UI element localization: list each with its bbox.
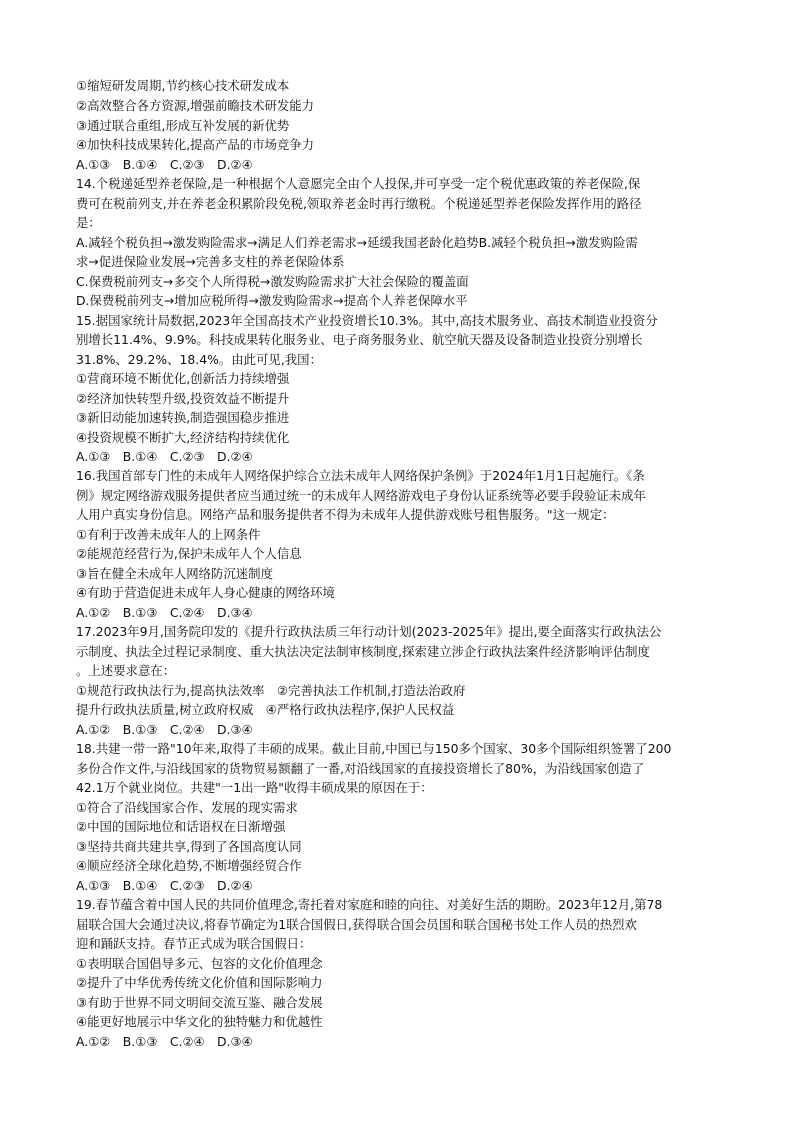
text-line: ②高效整合各方资源,增强前瞻技术研发能力 xyxy=(76,98,315,113)
text-line: 费可在税前列支,并在养老金积累阶段免税,领取养老金时再行缴税。个税递延型养老保险发挥作用的路径 xyxy=(76,196,642,211)
answer-options: A.①③ B.①④ C.②③ D.②④ xyxy=(76,878,253,893)
text-line: A.减轻个税负担→激发购险需求→满足人们养老需求→延缓我国老龄化趋势B.减轻个税负担→激发购险需 xyxy=(76,235,638,250)
text-line: ①表明联合国倡导多元、包容的文化价值理念 xyxy=(76,956,323,971)
answer-options: A.①③ B.①④ C.②③ D.②④ xyxy=(76,449,253,464)
text-line: 例》规定网络游戏服务提供者应当通过统一的未成年人网络游戏电子身份认证系统等必要手段验证未成年 xyxy=(76,488,646,503)
text-line: ④加快科技成果转化,提高产品的市场竞争力 xyxy=(76,137,315,152)
text-line: D.保费税前列支→增加应税所得→激发购险需求→提高个人养老保障水平 xyxy=(76,293,468,308)
text-line: 迎和踊跃支持。春节正式成为联合国假日： xyxy=(76,936,312,951)
text-line: ①规范行政执法行为,提高执法效率 ②完善执法工作机制,打造法治政府 xyxy=(76,683,466,698)
text-line: 42.1万个就业岗位。共建"一1出一路"收得丰硕成果的原因在于： xyxy=(76,780,433,795)
question-15: 15.据国家统计局数据,2023年全国高技术产业投资增长10.3%。其中,高技术服务业、高技术制造业投资分 xyxy=(76,313,658,328)
text-line: ④能更好地展示中华文化的独特魅力和优越性 xyxy=(76,1014,323,1029)
text-line: ③有助于世界不同文明间交流互鉴、融合发展 xyxy=(76,995,323,1010)
answer-options: A.①③ B.①④ C.②③ D.②④ xyxy=(76,157,253,172)
text-line: 人用户真实身份信息。网络产品和服务提供者不得为未成年人提供游戏账号租售服务。"这一规定： xyxy=(76,507,615,522)
text-line: 。上述要求意在： xyxy=(76,663,176,678)
text-line: ③旨在健全未成年人网络防沉迷制度 xyxy=(76,566,273,581)
text-line: ②中国的国际地位和话语权在日渐增强 xyxy=(76,819,286,834)
text-line: 求→促进保险业发展→完善多支柱的养老保险体系 xyxy=(76,254,345,269)
text-line: C.保费税前列支→多交个人所得税→激发购险需求扩大社会保险的覆盖面 xyxy=(76,274,469,289)
text-line: 提升行政执法质量,树立政府权威 ④严格行政执法程序,保护人民权益 xyxy=(76,702,455,717)
text-line: 多份合作文件,与沿线国家的货物贸易额翻了一番,对沿线国家的直接投资增长了80%，为沿线国家创造了 xyxy=(76,761,645,776)
text-line: ①营商环境不断优化,创新活力持续增强 xyxy=(76,371,290,386)
question-19: 19.春节蕴含着中国人民的共同价值理念,寄托着对家庭和睦的向往、对美好生活的期盼。2023年12月,第78 xyxy=(76,897,663,912)
text-line: ④有助于营造促进未成年人身心健康的网络环境 xyxy=(76,585,335,600)
question-17: 17.2023年9月,国务院印发的《提升行政执法质三年行动计划(2023-2025年》提出,要全面落实行政执法公 xyxy=(76,624,662,639)
text-line: 31.8%、29.2%、18.4%。由此可见,我国： xyxy=(76,352,322,367)
text-line: 别增长11.4%、9.9%。科技成果转化服务业、电子商务服务业、航空航天器及设备制造业投资分别增长 xyxy=(76,332,643,347)
text-line: ①有利于改善未成年人的上网条件 xyxy=(76,527,261,542)
text-line: ③坚持共商共建共享,得到了各国高度认同 xyxy=(76,839,302,854)
text-line: ①缩短研发周期,节约核心技术研发成本 xyxy=(76,78,290,93)
text-line: ①符合了沿线国家合作、发展的现实需求 xyxy=(76,800,298,815)
text-line: ③通过联合重组,形成互补发展的新优势 xyxy=(76,118,290,133)
text-line: ②能规范经营行为,保护未成年人个人信息 xyxy=(76,546,302,561)
answer-options: A.①② B.①③ C.②④ D.③④ xyxy=(76,605,253,620)
text-line: 是： xyxy=(76,215,101,230)
text-line: ②提升了中华优秀传统文化价值和国际影响力 xyxy=(76,975,323,990)
answer-options: A.①② B.①③ C.②④ D.③④ xyxy=(76,722,253,737)
text-line: ②经济加快转型升级,投资效益不断提升 xyxy=(76,391,290,406)
text-line: 示制度、执法全过程记录制度、重大执法决定法制审核制度,探索建立涉企行政执法案件经济影响评估制度 xyxy=(76,644,650,659)
text-line: ④投资规模不断扩大,经济结构持续优化 xyxy=(76,430,290,445)
text-line: 届联合国大会通过决议,将春节确定为1联合国假日,获得联合国会员国和联合国秘书处工作人员的热烈欢 xyxy=(76,917,637,932)
text-line: ④顺应经济全球化趋势,不断增强经贸合作 xyxy=(76,858,302,873)
text-line: ③新旧动能加速转换,制造强国稳步推进 xyxy=(76,410,290,425)
answer-options: A.①② B.①③ C.②④ D.③④ xyxy=(76,1034,253,1049)
question-18: 18.共建一带一路"10年来,取得了丰硕的成果。截止目前,中国已与150多个国家、30多个国际组织签署了200 xyxy=(76,741,672,756)
question-16: 16.我国首部专门性的未成年人网络保护综合立法未成年人网络保护条例》于2024年1月1日起施行。《条 xyxy=(76,468,645,483)
question-14: 14.个税递延型养老保险,是一种根据个人意愿完全由个人投保,并可享受一定个税优惠政策的养老保险,保 xyxy=(76,176,641,191)
